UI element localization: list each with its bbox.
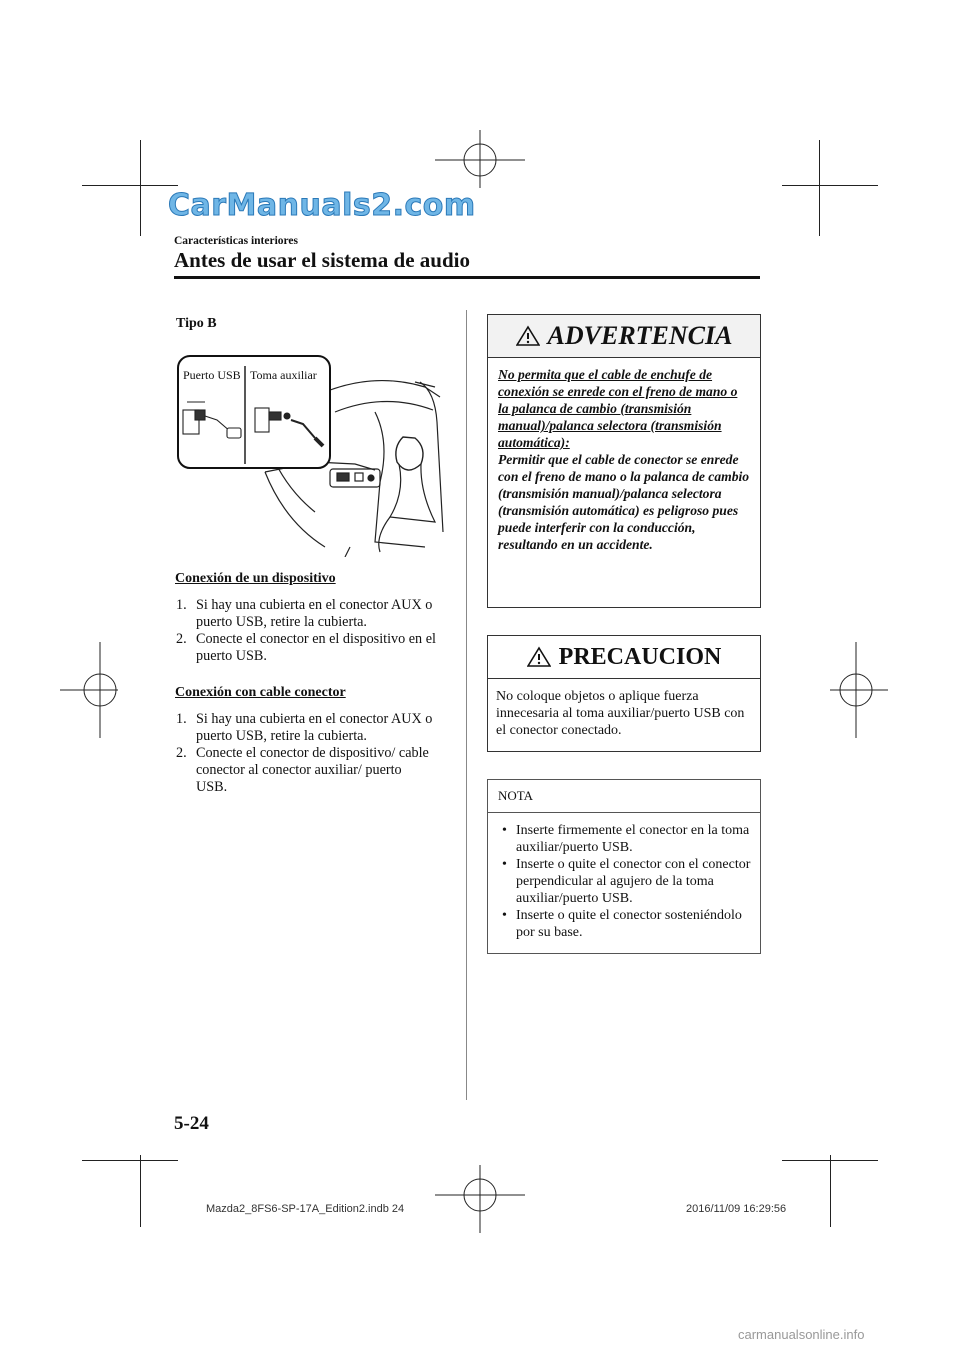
usb-aux-figure <box>175 352 453 557</box>
step-item: 2. Conecte el conector de dispositivo/ cable conector al conector auxiliar/ puerto USB. <box>176 745 429 795</box>
heading-connect-device: Conexión de un dispositivo <box>175 571 336 586</box>
registration-mark-right <box>828 640 888 740</box>
registration-mark-top <box>430 130 530 190</box>
registration-mark-bottom <box>430 1165 530 1235</box>
warning-title: ADVERTENCIA <box>547 321 733 350</box>
warning-body <box>488 358 760 553</box>
note-list <box>488 813 760 941</box>
header-rule <box>174 276 760 279</box>
footer-file: Mazda2_8FS6-SP-17A_Edition2.indb 24 <box>206 1203 405 1215</box>
note-title: NOTA <box>488 780 760 813</box>
warning-header <box>488 315 760 358</box>
footer-site-watermark: carmanualsonline.info <box>738 1327 865 1342</box>
registration-mark-left <box>60 640 120 740</box>
figure-title: Tipo B <box>176 316 217 331</box>
heading-connect-cable: Conexión con cable conector <box>175 685 346 700</box>
label-usb-port: Puerto USB <box>183 368 241 382</box>
note-box <box>487 779 761 954</box>
warning-box <box>487 314 761 608</box>
column-divider <box>466 310 467 1100</box>
console-illustration <box>175 352 453 557</box>
caution-triangle-icon <box>527 646 551 668</box>
caution-box <box>487 635 761 752</box>
warning-lead: No permita que el cable de enchufe de conexión se enrede con el freno de mano o la palanca de cambio (transmisión manual)/palanca selectora (transmisión automática): <box>498 367 738 450</box>
caution-title: PRECAUCION <box>558 643 722 670</box>
caution-header <box>488 636 760 679</box>
warning-triangle-icon <box>516 325 540 347</box>
steps-connect-device <box>176 597 464 665</box>
step-item: 1. Si hay una cubierta en el conector AUX o puerto USB, retire la cubierta. <box>176 597 433 630</box>
step-item: 2. Conecte el conector en el dispositivo en el puerto USB. <box>176 631 436 664</box>
footer-date: 2016/11/09 16:29:56 <box>686 1203 787 1215</box>
warning-text: Permitir que el cable de conector se enrede con el freno de mano o la palanca de cambio (transmisión manual)/palanca selectora (transmisión automática) es peligroso pues puede interferir con la conducción, resultando en un accidente. <box>498 452 750 552</box>
note-item: • Inserte o quite el conector con el conector perpendicular al agujero de la toma auxiliar/puerto USB. <box>502 857 751 906</box>
section-label: Características interiores <box>174 235 299 247</box>
label-aux-jack: Toma auxiliar <box>250 368 317 382</box>
note-item: • Inserte o quite el conector sosteniéndolo por su base. <box>502 908 742 940</box>
note-item: • Inserte firmemente el conector en la toma auxiliar/puerto USB. <box>502 823 750 855</box>
page-number: 5-24 <box>174 1113 209 1134</box>
caution-text: No coloque objetos o aplique fuerza innecesaria al toma auxiliar/puerto USB con el conector conectado. <box>496 689 745 738</box>
step-item: 1. Si hay una cubierta en el conector AUX o puerto USB, retire la cubierta. <box>176 711 433 744</box>
watermark-logo: CarManuals2.com <box>168 188 476 223</box>
page-title: Antes de usar el sistema de audio <box>174 248 470 272</box>
steps-connect-cable <box>176 711 464 796</box>
